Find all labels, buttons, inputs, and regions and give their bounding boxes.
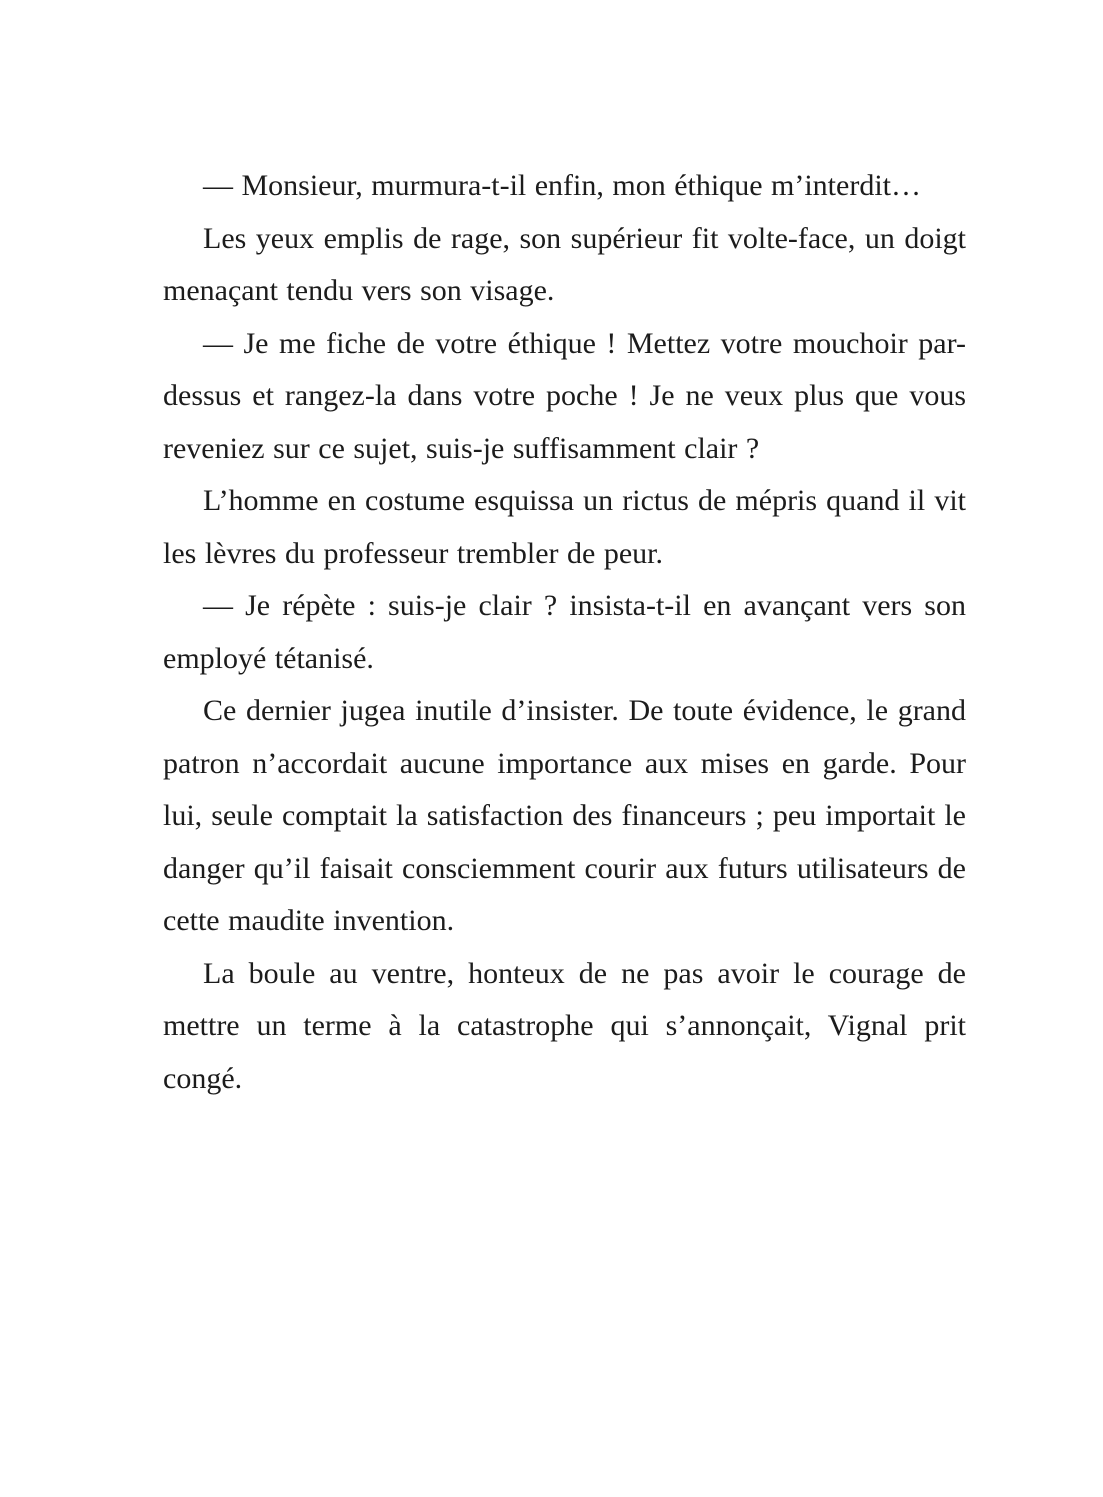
text-block <box>163 160 966 1105</box>
paragraph-narration-1: Les yeux emplis de rage, son supérieur fit volte-face, un doigt menaçant tendu vers son visage. <box>163 221 966 307</box>
paragraph-narration-3: Ce dernier jugea inutile d’insister. De toute évidence, le grand patron n’accordait aucune importance aux mises en garde. Pour lui, seule comptait la satisfaction des financeurs ; peu importait le danger qu’il faisait consciemment courir aux futurs utilisateurs de cette maudite invention. <box>163 694 966 937</box>
paragraph-narration-4: La boule au ventre, honteux de ne pas avoir le courage de mettre un terme à la catastrophe qui s’annonçait, Vignal prit congé. <box>163 956 966 1095</box>
paragraph-dialogue-3: — Je répète : suis-je clair ? insista-t-il en avançant vers son employé tétanisé. <box>163 589 966 675</box>
paragraph-narration-2: L’homme en costume esquissa un rictus de mépris quand il vit les lèvres du professeur trembler de peur. <box>163 484 966 570</box>
paragraph-dialogue-1: — Monsieur, murmura-t-il enfin, mon éthique m’interdit… <box>203 169 921 202</box>
paragraph-dialogue-2: — Je me fiche de votre éthique ! Mettez votre mouchoir par-dessus et rangez-la dans votre poche ! Je ne veux plus que vous reveniez sur ce sujet, suis-je suffisamment clair ? <box>163 326 966 465</box>
